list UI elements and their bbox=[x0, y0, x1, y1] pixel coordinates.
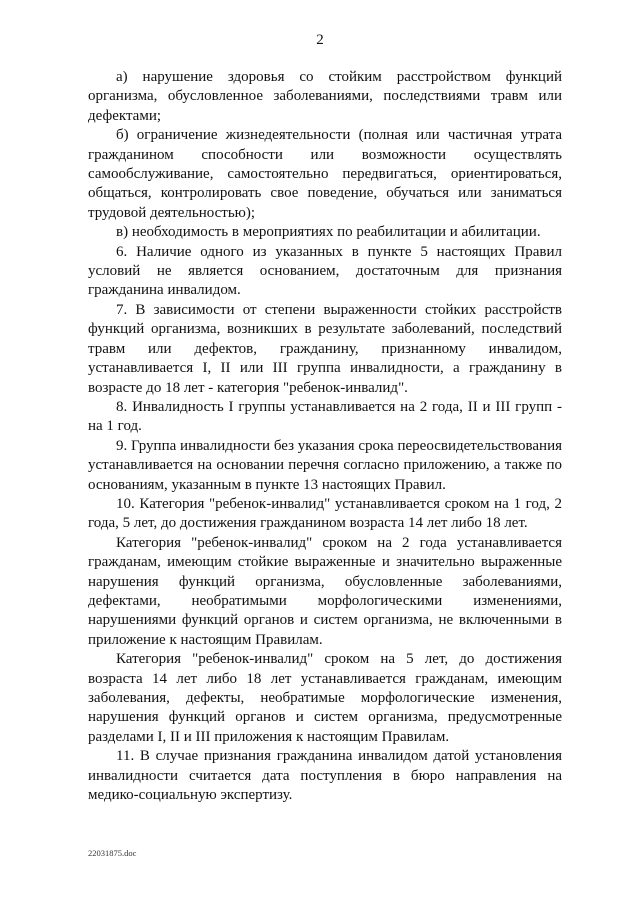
paragraph-6: 6. Наличие одного из указанных в пункте 5 настоящих Правил условий не является основанием, достаточным для признания гражданина инвалидом. bbox=[88, 243, 562, 299]
paragraph-5c: в) необходимость в мероприятиях по реабилитации и абилитации. bbox=[116, 224, 541, 241]
footer-filename: 22031875.doc bbox=[88, 848, 137, 858]
paragraph-11: 11. В случае признания гражданина инвалидом датой установления инвалидности считается дата поступления в бюро направления на медико-социальную экспертизу. bbox=[88, 748, 562, 804]
paragraph-5b: б) ограничение жизнедеятельности (полная или частичная утрата гражданином способности или возможности осуществлять самообслуживание, самостоятельно передвигаться, ориентироваться, общаться, контролировать свое поведение, обучаться или заниматься трудовой деятельностью); bbox=[88, 127, 562, 221]
paragraph-5a: а) нарушение здоровья со стойким расстройством функций организма, обусловленное заболеваниями, последствиями травм или дефектами; bbox=[88, 69, 562, 124]
page-number: 2 bbox=[316, 32, 324, 48]
paragraph-10: 10. Категория "ребенок-инвалид" устанавливается сроком на 1 год, 2 года, 5 лет, до достижения гражданином возраста 14 лет либо 18 лет. bbox=[88, 495, 562, 532]
paragraph-10-five-years: Категория "ребенок-инвалид" сроком на 5 лет, до достижения возраста 14 лет либо 18 лет устанавливается гражданам, имеющим заболевания, дефекты, необратимые морфологические изменения, нарушения функций органов и систем организма, предусмотренные разделами I, II и III приложения к настоящим Правилам. bbox=[88, 651, 562, 745]
paragraph-8: 8. Инвалидность I группы устанавливается на 2 года, II и III групп - на 1 год. bbox=[88, 398, 562, 435]
document-body bbox=[88, 68, 562, 805]
paragraph-10-two-years: Категория "ребенок-инвалид" сроком на 2 года устанавливается гражданам, имеющим стойкие выраженные и значительно выраженные нарушения функций организма, обусловленные заболеваниями, дефектами, необратимыми морфологическими изменениями, нарушениями функций органов и систем организма, не включенными в приложение к настоящим Правилам. bbox=[88, 534, 562, 648]
paragraph-7: 7. В зависимости от степени выраженности стойких расстройств функций организма, возникших в результате заболеваний, последствий травм или дефектов, гражданину, признанному инвалидом, устанавливается I, II или III группа инвалидности, а гражданину в возрасте до 18 лет - категория "ребенок-инвалид". bbox=[88, 301, 562, 396]
paragraph-9: 9. Группа инвалидности без указания срока переосвидетельствования устанавливается на основании перечня согласно приложению, а также по основаниям, указанным в пункте 13 настоящих Правил. bbox=[88, 437, 562, 493]
